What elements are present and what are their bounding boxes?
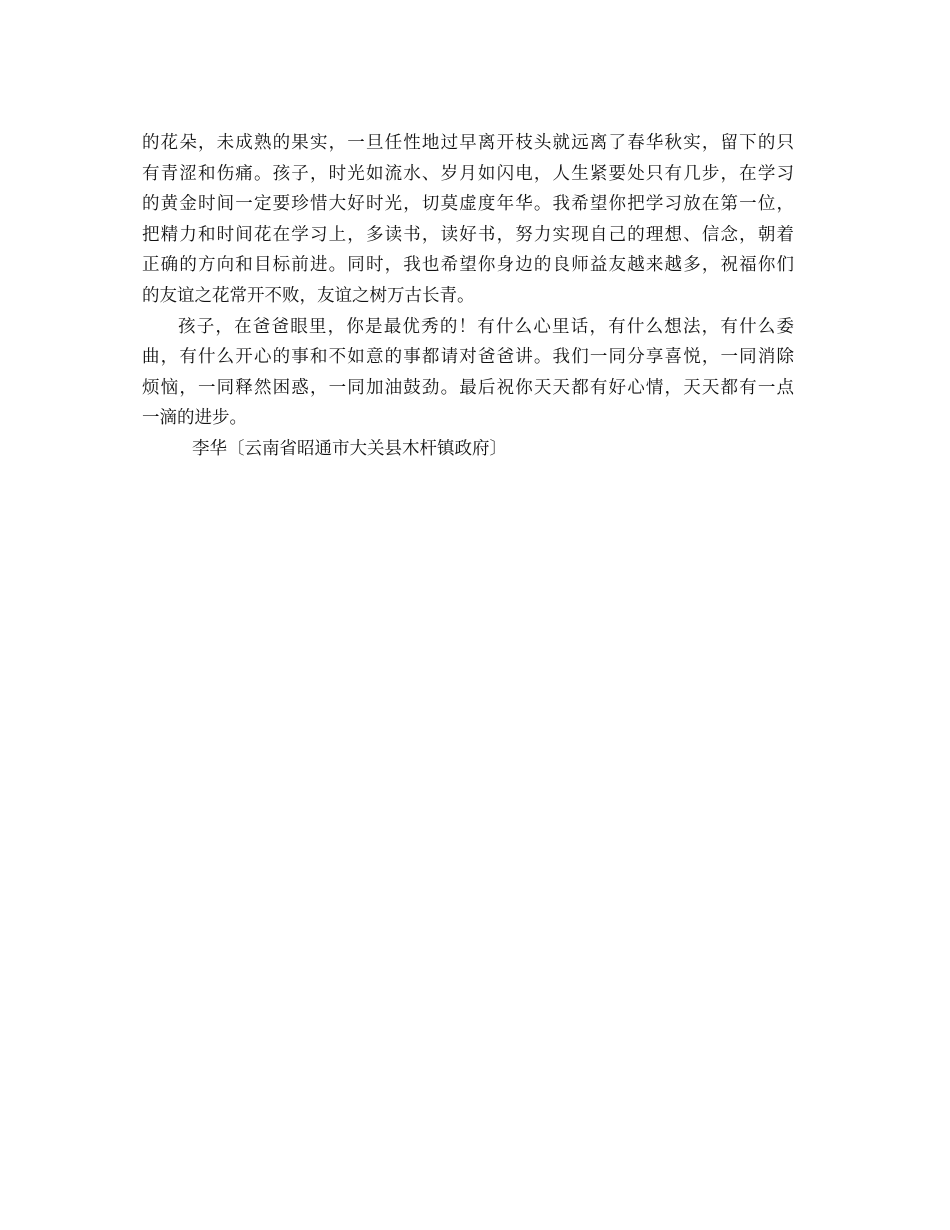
letter-body xyxy=(142,128,794,465)
text-line: 孩子，在爸爸眼里，你是最优秀的！有什么心里话，有什么想法，有什么委 xyxy=(178,316,794,337)
text-line: 正确的方向和目标前进。同时，我也希望你身边的良师益友越来越多，祝福你们 xyxy=(142,255,794,276)
author-signature: 李华〔云南省昭通市大关县木杆镇政府〕 xyxy=(192,438,507,459)
text-line: 的黄金时间一定要珍惜大好时光，切莫虚度年华。我希望你把学习放在第一位， xyxy=(142,194,794,215)
text-line: 的友谊之花常开不败，友谊之树万古长青。 xyxy=(142,285,475,306)
text-line: 烦恼，一同释然困惑，一同加油鼓劲。最后祝你天天都有好心情，天天都有一点 xyxy=(142,377,794,398)
text-line: 的花朵，未成熟的果实，一旦任性地过早离开枝头就远离了春华秋实，留下的只 xyxy=(142,133,794,153)
text-line: 曲，有什么开心的事和不如意的事都请对爸爸讲。我们一同分享喜悦，一同消除 xyxy=(142,347,794,368)
paragraph-1 xyxy=(142,128,794,312)
paragraph-2 xyxy=(142,312,794,434)
text-line: 一滴的进步。 xyxy=(142,408,247,429)
text-line: 把精力和时间花在学习上，多读书，读好书，努力实现自己的理想、信念，朝着 xyxy=(142,224,794,245)
text-line: 有青涩和伤痛。孩子，时光如流水、岁月如闪电，人生紧要处只有几步，在学习 xyxy=(142,163,794,184)
